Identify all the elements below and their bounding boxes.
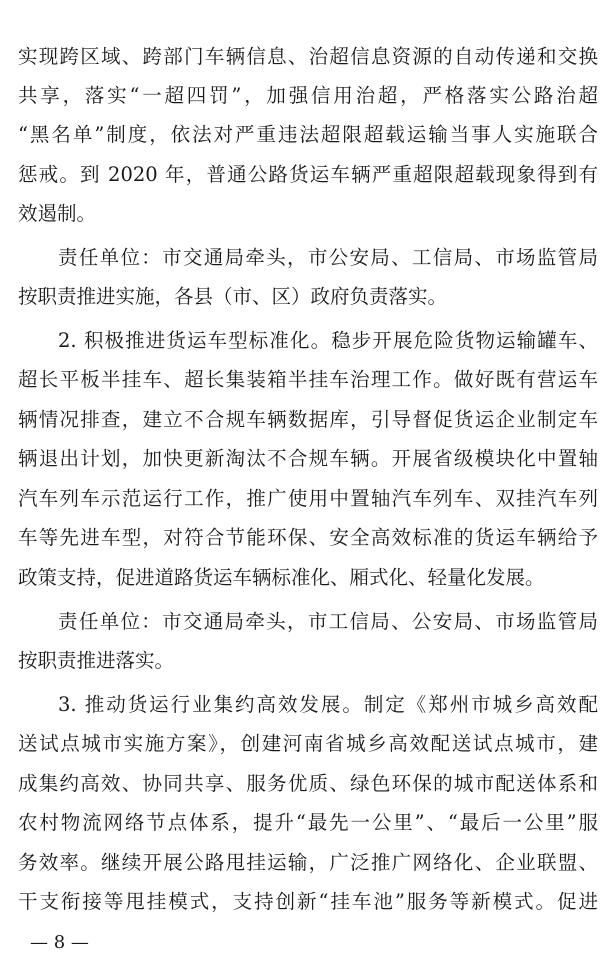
text-line: 农村物流网络节点体系，提升“最先一公里”、“最后一公里”服 <box>18 811 598 834</box>
text-line: 汽车列车示范运行工作，推广使用中置轴汽车列车、双挂汽车列 <box>18 487 598 510</box>
section-heading-line: 2. 积极推进货运车型标准化。稳步开展危险货物运输罐车、 <box>58 329 598 352</box>
text-line: 辆退出计划，加快更新淘汰不合规车辆。开展省级模块化中置轴 <box>18 447 598 470</box>
text-line: 共享，落实“一超四罚”，加强信用治超，严格落实公路治超 <box>18 84 598 107</box>
text-line: 辆情况排查，建立不合规车辆数据库，引导督促货运企业制定车 <box>18 408 598 431</box>
section-heading-line: 3. 推动货运行业集约高效发展。制定《郑州市城乡高效配 <box>58 693 598 716</box>
text-line: 超长平板半挂车、超长集装箱半挂车治理工作。做好既有营运车 <box>18 368 598 391</box>
text-line: “黑名单”制度，依法对严重违法超限超载运输当事人实施联合 <box>18 123 598 146</box>
page-number: — 8 — <box>30 932 89 953</box>
text-line: 效遏制。 <box>18 202 97 225</box>
text-line: 干支衔接等甩挂模式，支持创新“挂车池”服务等新模式。促进 <box>18 890 598 913</box>
text-line: 政策支持，促进道路货运车辆标准化、厢式化、轻量化发展。 <box>18 566 545 589</box>
text-line: 按职责推进实施，各县（市、区）政府负责落实。 <box>18 285 448 308</box>
responsibility-line: 责任单位：市交通局牵头，市工信局、公安局、市场监管局 <box>58 610 598 633</box>
text-line: 实现跨区域、跨部门车辆信息、治超信息资源的自动传递和交换 <box>18 45 598 68</box>
text-line: 送试点城市实施方案》，创建河南省城乡高效配送试点城市，建 <box>18 732 598 755</box>
text-line: 成集约高效、协同共享、服务优质、绿色环保的城市配送体系和 <box>18 772 598 795</box>
text-line: 按职责推进落实。 <box>18 649 175 672</box>
text-line: 车等先进车型，对符合节能环保、安全高效标准的货运车辆给予 <box>18 526 598 549</box>
text-line: 务效率。继续开展公路甩挂运输，广泛推广网络化、企业联盟、 <box>18 851 598 874</box>
responsibility-line: 责任单位：市交通局牵头，市公安局、工信局、市场监管局 <box>58 246 598 269</box>
text-line: 惩戒。到 2020 年，普通公路货运车辆严重超限超载现象得到有 <box>18 163 598 186</box>
